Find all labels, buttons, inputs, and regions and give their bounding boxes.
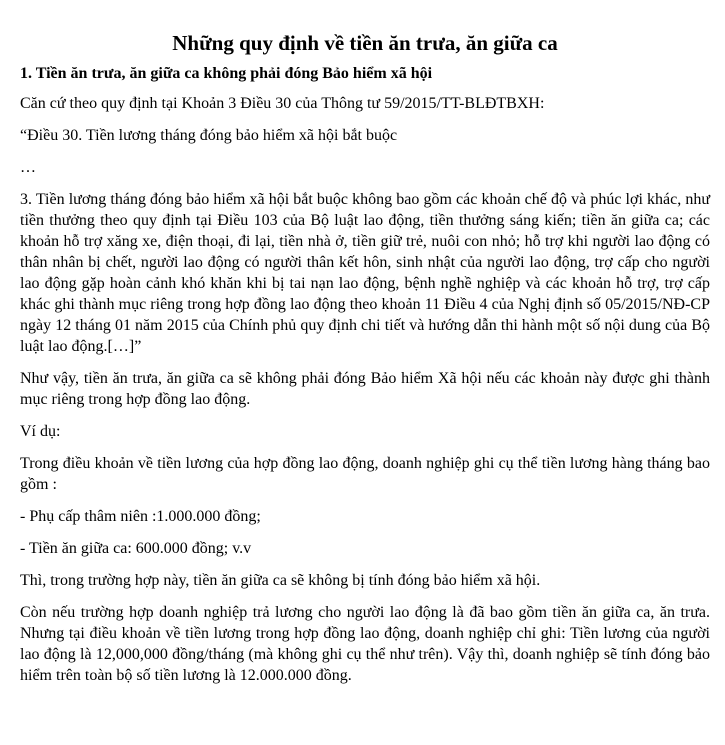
paragraph-article-title: “Điều 30. Tiền lương tháng đóng bảo hiểm xã hội bắt buộc [20, 127, 398, 144]
section-heading: 1. Tiền ăn trưa, ăn giữa ca không phải đóng Bảo hiểm xã hội [20, 65, 433, 82]
paragraph-clause-3: 3. Tiền lương tháng đóng bảo hiểm xã hội bắt buộc không bao gồm các khoản chế độ và phúc lợi khác, như tiền thưởng theo quy định tại Điều 103 của Bộ luật lao động, tiền thưởng sáng kiến; tiền ăn giữa ca; các khoản hỗ trợ xăng xe, điện thoại, đi lại, tiền nhà ở, tiền giữ trẻ, nuôi con nhỏ; hỗ trợ khi người lao động có thân nhân bị chết, người lao động có người thân kết hôn, sinh nhật của người lao động, trợ cấp cho người lao động gặp hoàn cảnh khó khăn khi bị tai nạn lao động, bệnh nghề nghiệp và các khoản hỗ trợ, trợ cấp khác ghi thành mục riêng trong hợp đồng lao động theo khoản 11 Điều 4 của Nghị định số 05/2015/NĐ-CP ngày 12 tháng 01 năm 2015 của Chính phủ quy định chi tiết và hướng dẫn thi hành một số nội dung của Bộ luật lao động.[…]” [20, 191, 710, 355]
list-item-seniority-allowance: - Phụ cấp thâm niên :1.000.000 đồng; [20, 508, 261, 525]
document-page [20, 0, 710, 686]
paragraph-example-result: Thì, trong trường hợp này, tiền ăn giữa ca sẽ không bị tính đóng bảo hiểm xã hội. [20, 572, 541, 589]
document-title: Những quy định về tiền ăn trưa, ăn giữa ca [172, 31, 558, 55]
list-item-meal-allowance: - Tiền ăn giữa ca: 600.000 đồng; v.v [20, 540, 252, 557]
paragraph-ellipsis: … [20, 159, 36, 176]
paragraph-example-intro: Trong điều khoản về tiền lương của hợp đồng lao động, doanh nghiệp ghi cụ thể tiền lương hàng tháng bao gồm : [20, 455, 710, 493]
paragraph-example-label: Ví dụ: [20, 423, 61, 440]
paragraph-counter-case: Còn nếu trường hợp doanh nghiệp trả lương cho người lao động là đã bao gồm tiền ăn giữa ca, ăn trưa. Nhưng tại điều khoản về tiền lương trong hợp đồng lao động, doanh nghiệp chỉ ghi: Tiền lương của người lao động là 12,000,000 đồng/tháng (mà không ghi cụ thể như trên). Vậy thì, doanh nghiệp sẽ tính đóng bảo hiểm trên toàn bộ số tiền lương là 12.000.000 đồng. [20, 604, 710, 684]
paragraph-legal-basis: Căn cứ theo quy định tại Khoản 3 Điều 30 của Thông tư 59/2015/TT-BLĐTBXH: [20, 95, 545, 112]
paragraph-conclusion: Như vậy, tiền ăn trưa, ăn giữa ca sẽ không phải đóng Bảo hiểm Xã hội nếu các khoản này được ghi thành mục riêng trong hợp đồng lao động. [20, 370, 710, 408]
